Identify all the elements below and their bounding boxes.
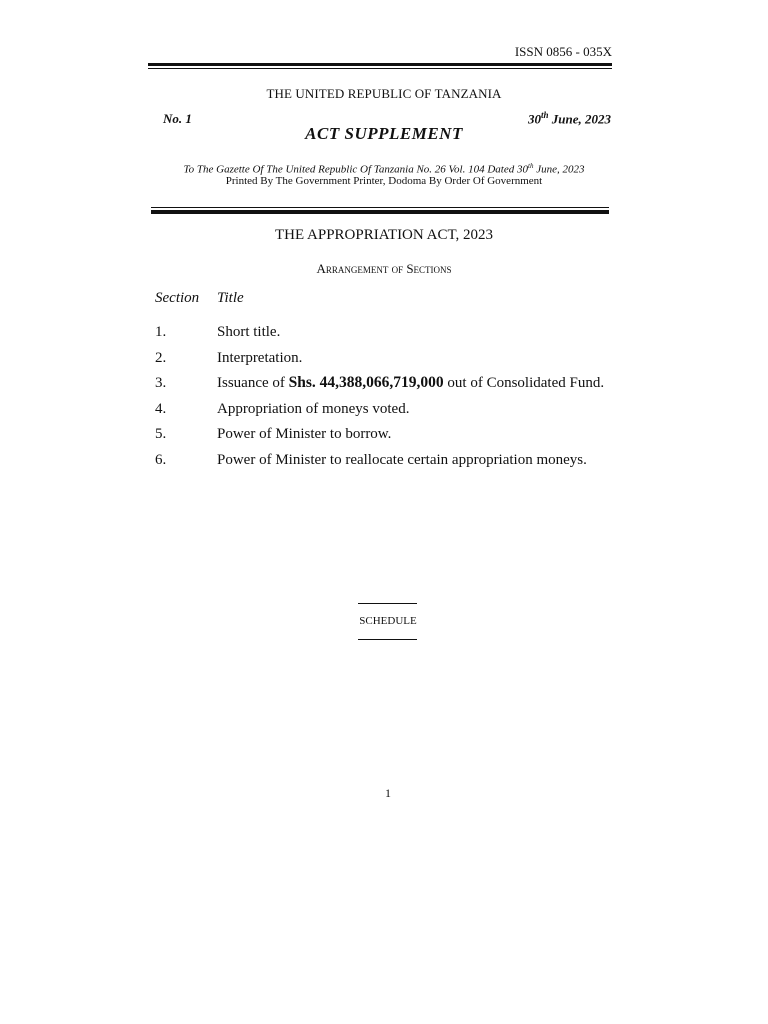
issue-date-suffix: th [541,110,549,120]
title-rule-thin [151,207,609,208]
republic-heading: THE UNITED REPUBLIC OF TANZANIA [266,86,502,101]
schedule-rule-top [358,603,417,604]
title-rule-thick [151,210,609,214]
supplement-title: ACT SUPPLEMENT [305,124,463,143]
header-rule-thin [148,68,612,69]
section-number: 6. [155,451,167,468]
arrangement-heading: Arrangement of Sections [316,261,452,276]
header-rule-thick [148,63,612,66]
section-title: Interpretation. [217,349,303,366]
schedule-rule-bottom [358,639,417,640]
section-row [155,374,625,400]
section-amount: Shs. 44,388,066,719,000 [288,374,444,391]
section-number: 2. [155,349,167,366]
section-row [155,349,625,375]
section-row [155,323,625,349]
page-number: 1 [385,786,391,800]
gazette-reference-text: To The Gazette Of The United Republic Of Tanzania No. 26 Vol. 104 Dated 30 [183,163,528,176]
section-title [217,374,604,392]
sections-list [155,323,625,476]
issn-number: ISSN 0856 - 035X [514,44,612,59]
column-header-title: Title [217,290,244,306]
issue-date-day: 30 [528,111,541,127]
issue-number: No. 1 [163,111,192,126]
gazette-reference-suffix: th [528,162,534,170]
section-number: 4. [155,400,167,417]
section-row [155,425,625,451]
gazette-reference [0,162,768,176]
section-number: 1. [155,324,167,340]
section-title: Power of Minister to reallocate certain appropriation moneys. [217,451,587,468]
issue-date-rest: June, 2023 [548,111,611,127]
section-title-after: out of Consolidated Fund. [443,375,605,391]
schedule-label: SCHEDULE [359,615,417,627]
column-header-section: Section [155,290,200,306]
section-title-before: Issuance of [217,375,289,391]
section-number: 5. [155,426,167,442]
section-number: 3. [155,375,167,391]
printer-line: Printed By The Government Printer, Dodoma By Order Of Government [225,175,543,187]
act-title: THE APPROPRIATION ACT, 2023 [274,227,494,243]
section-title: Appropriation of moneys voted. [217,400,410,417]
section-row [155,400,625,426]
section-title: Short title. [217,324,281,340]
gazette-reference-date: June, 2023 [533,163,585,176]
section-row [155,451,625,477]
section-title: Power of Minister to borrow. [217,426,392,442]
